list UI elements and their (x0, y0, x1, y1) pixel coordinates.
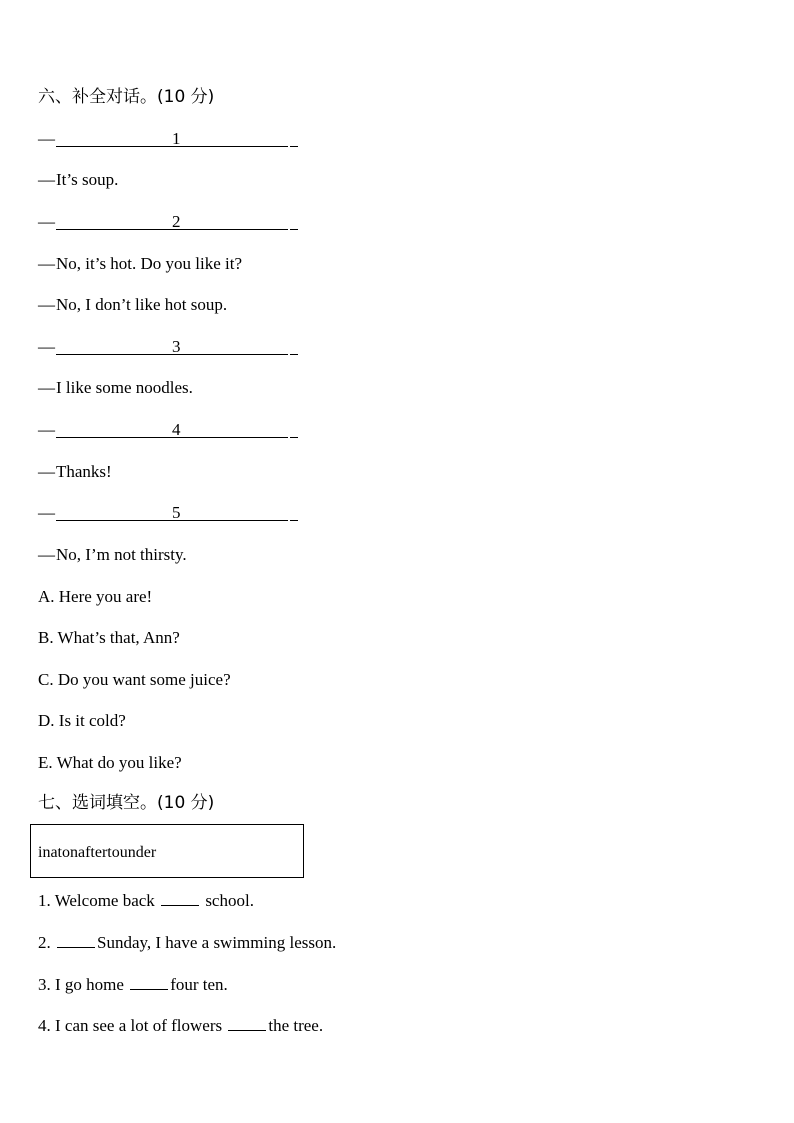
dialogue-blank-4 (38, 420, 298, 440)
question-4 (38, 1014, 323, 1036)
question-text-before: 1. Welcome back (38, 891, 155, 910)
dash: — (38, 420, 55, 439)
option-a: A. Here you are! (38, 587, 153, 606)
blank-number: 3 (172, 337, 181, 356)
question-text-before: 2. (38, 933, 51, 952)
question-2 (38, 931, 336, 953)
dialogue-line (38, 545, 187, 565)
answer-blank[interactable] (56, 212, 298, 232)
dash: — (38, 545, 55, 564)
dash: — (38, 170, 55, 189)
option-e: E. What do you like? (38, 753, 182, 772)
blank-number: 1 (172, 129, 181, 148)
dialogue-blank-5 (38, 503, 298, 523)
dialogue-text: No, it’s hot. Do you like it? (56, 254, 243, 273)
dialogue-line (38, 295, 227, 315)
dialogue-text: Thanks! (56, 462, 112, 481)
blank-number: 4 (172, 420, 181, 439)
answer-blank[interactable] (56, 420, 298, 440)
answer-blank[interactable] (56, 129, 298, 149)
dash: — (38, 337, 55, 356)
answer-gap[interactable] (161, 889, 199, 906)
answer-blank[interactable] (56, 503, 298, 523)
section-7-heading: 七、选词填空。(10 分) (38, 793, 215, 813)
dialogue-text: I like some noodles. (56, 378, 193, 397)
question-text-after: school. (205, 891, 254, 910)
dialogue-text: It’s soup. (56, 170, 119, 189)
option-b: B. What’s that, Ann? (38, 628, 180, 647)
dialogue-blank-3 (38, 337, 298, 357)
question-text-before: 4. I can see a lot of flowers (38, 1016, 223, 1035)
dialogue-blank-2 (38, 212, 298, 232)
question-text-after: four ten. (170, 975, 228, 994)
question-text-after: the tree. (268, 1016, 324, 1035)
dash: — (38, 295, 55, 314)
dash: — (38, 254, 55, 273)
dialogue-line (38, 378, 193, 398)
answer-gap[interactable] (130, 973, 168, 990)
blank-number: 2 (172, 212, 181, 231)
dialogue-line (38, 254, 242, 274)
dash: — (38, 462, 55, 481)
word-bank-text: inatonaftertounder (38, 844, 157, 861)
dialogue-text: No, I’m not thirsty. (56, 545, 187, 564)
answer-blank[interactable] (56, 337, 298, 357)
dash: — (38, 129, 55, 148)
option-d: D. Is it cold? (38, 711, 126, 730)
dash: — (38, 503, 55, 522)
option-c: C. Do you want some juice? (38, 670, 231, 689)
dialogue-line (38, 462, 112, 482)
question-text-before: 3. I go home (38, 975, 124, 994)
dialogue-text: No, I don’t like hot soup. (56, 295, 228, 314)
section-6-heading: 六、补全对话。(10 分) (38, 87, 215, 107)
dialogue-line (38, 170, 118, 190)
word-bank-box (30, 824, 304, 878)
question-text-after: Sunday, I have a swimming lesson. (97, 933, 337, 952)
blank-number: 5 (172, 503, 181, 522)
answer-gap[interactable] (228, 1014, 266, 1031)
question-1 (38, 889, 254, 911)
dash: — (38, 378, 55, 397)
answer-gap[interactable] (57, 931, 95, 948)
question-3 (38, 973, 228, 995)
dialogue-blank-1 (38, 129, 298, 149)
dash: — (38, 212, 55, 231)
